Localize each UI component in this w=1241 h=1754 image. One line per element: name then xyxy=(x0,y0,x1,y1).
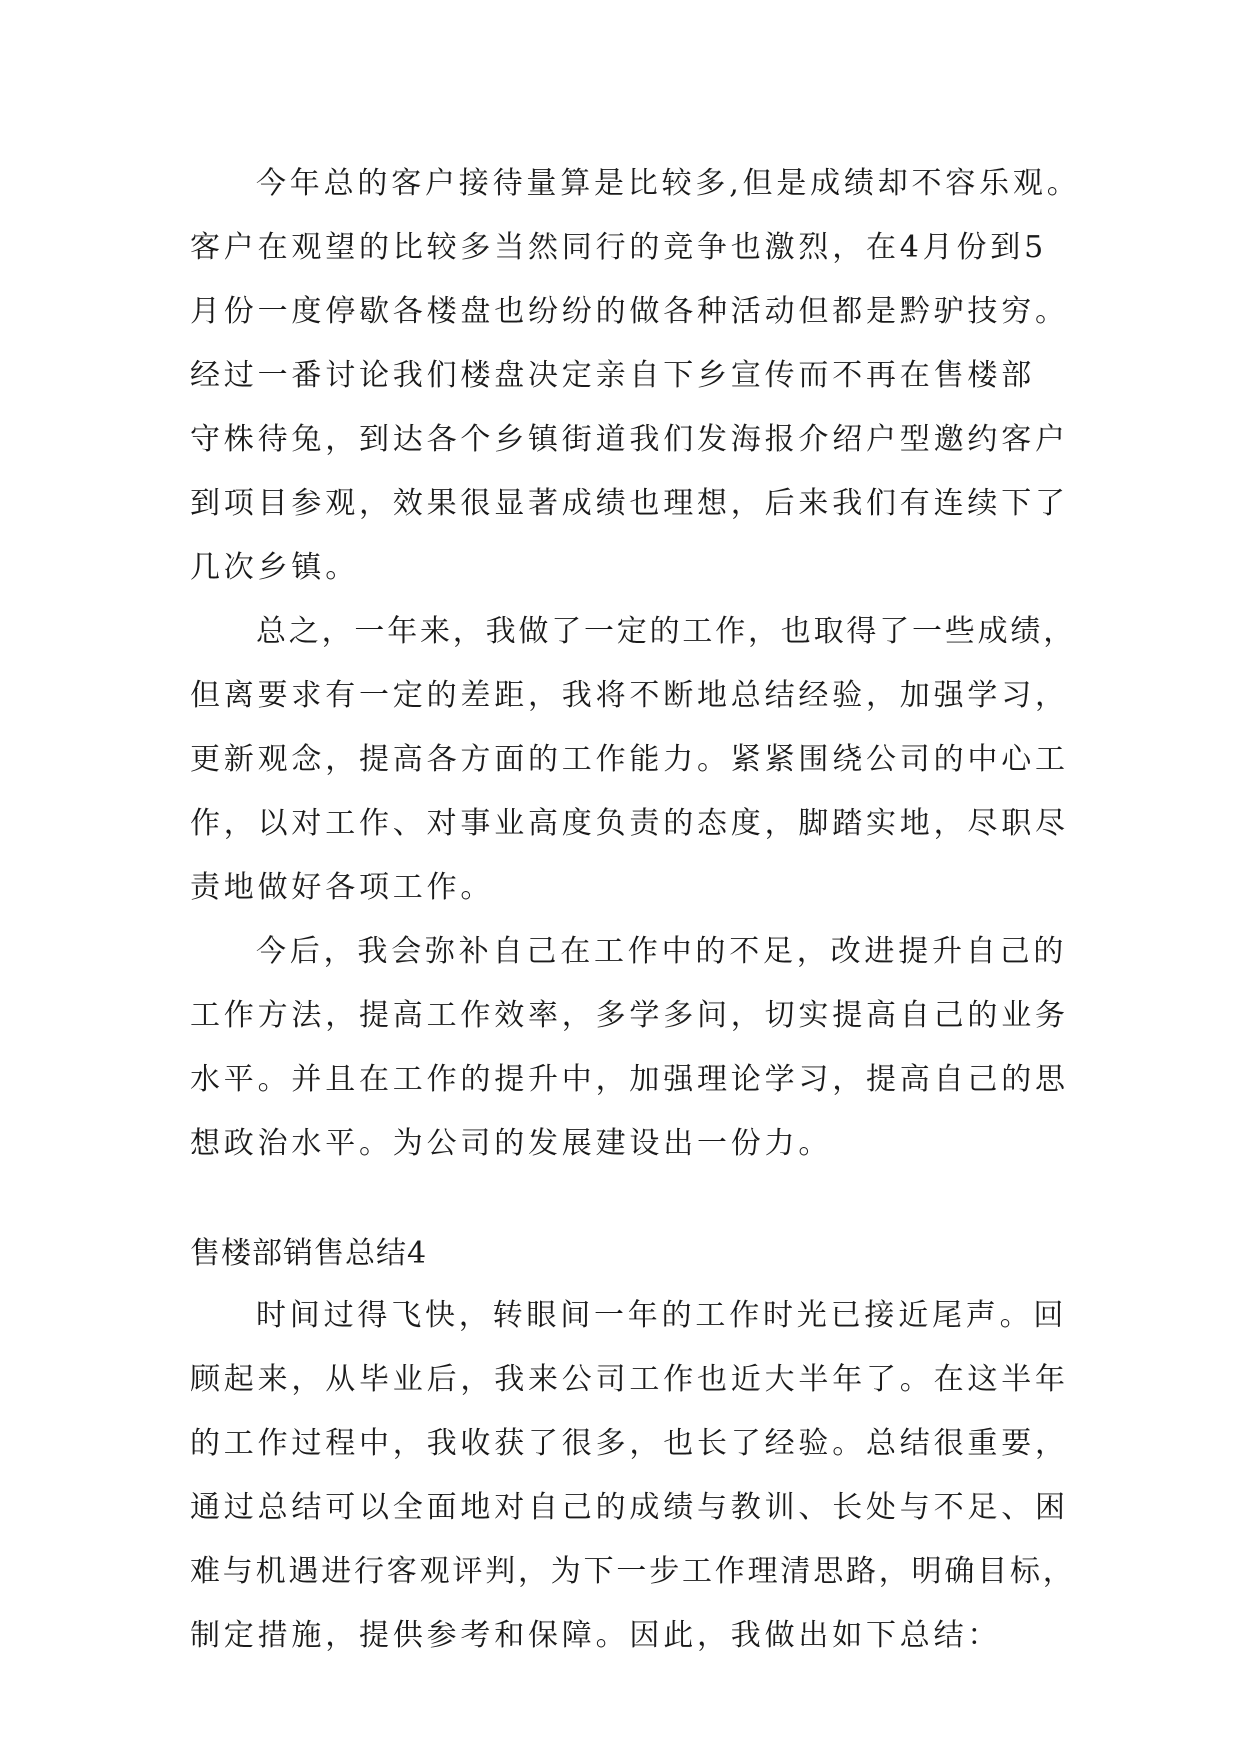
paragraph-1-line-5: 守株待兔，到达各个乡镇街道我们发海报介绍户型邀约客户 xyxy=(190,422,1069,457)
paragraph-2-line-5: 责地做好各项工作。 xyxy=(190,870,495,905)
section-heading: 售楼部销售总结4 xyxy=(190,1236,428,1271)
paragraph-4-line-5: 难与机遇进行客观评判，为下一步工作理清思路，明确目标， xyxy=(190,1554,1076,1589)
paragraph-1-line-1: 今年总的客户接待量算是比较多,但是成绩却不容乐观。 xyxy=(256,166,1081,201)
paragraph-1-line-6: 到项目参观，效果很显著成绩也理想，后来我们有连续下了 xyxy=(190,486,1069,521)
paragraph-1-line-4: 经过一番讨论我们楼盘决定亲自下乡宣传而不再在售楼部 xyxy=(190,358,1035,393)
paragraph-3-line-3: 水平。并且在工作的提升中，加强理论学习，提高自己的思 xyxy=(190,1062,1069,1097)
paragraph-1-line-7: 几次乡镇。 xyxy=(190,550,359,585)
paragraph-4-line-6: 制定措施，提供参考和保障。因此，我做出如下总结： xyxy=(190,1618,1002,1653)
paragraph-1-line-2: 客户在观望的比较多当然同行的竞争也激烈，在4月份到5 xyxy=(190,230,1047,265)
paragraph-4-line-1: 时间过得飞快，转眼间一年的工作时光已接近尾声。回 xyxy=(256,1298,1068,1333)
paragraph-4-line-2: 顾起来，从毕业后，我来公司工作也近大半年了。在这半年 xyxy=(190,1362,1069,1397)
paragraph-4-line-4: 通过总结可以全面地对自己的成绩与教训、长处与不足、困 xyxy=(190,1490,1069,1525)
paragraph-3-line-2: 工作方法，提高工作效率，多学多问，切实提高自己的业务 xyxy=(190,998,1069,1033)
paragraph-1-line-3: 月份一度停歇各楼盘也纷纷的做各种活动但都是黔驴技穷。 xyxy=(190,294,1069,329)
paragraph-2-line-1: 总之，一年来，我做了一定的工作，也取得了一些成绩， xyxy=(256,614,1076,649)
paragraph-4-line-3: 的工作过程中，我收获了很多，也长了经验。总结很重要， xyxy=(190,1426,1069,1461)
paragraph-2-line-3: 更新观念，提高各方面的工作能力。紧紧围绕公司的中心工 xyxy=(190,742,1069,777)
paragraph-2-line-2: 但离要求有一定的差距，我将不断地总结经验，加强学习， xyxy=(190,678,1069,713)
paragraph-3-line-4: 想政治水平。为公司的发展建设出一份力。 xyxy=(190,1126,833,1161)
paragraph-3-line-1: 今后，我会弥补自己在工作中的不足，改进提升自己的 xyxy=(256,934,1068,969)
paragraph-2-line-4: 作，以对工作、对事业高度负责的态度，脚踏实地，尽职尽 xyxy=(190,806,1069,841)
